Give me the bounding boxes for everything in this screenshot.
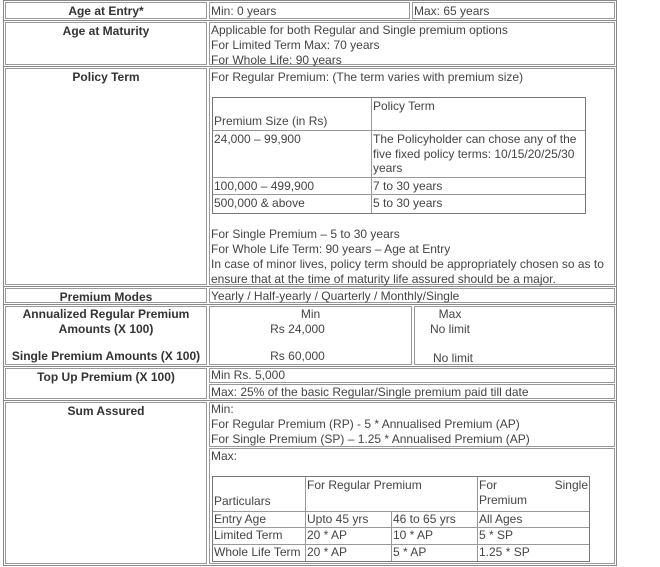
single-cell: 1.25 * SP <box>479 545 530 559</box>
regular-premium-amounts-label: Annualized Regular Premium Amounts (X 100) <box>22 307 190 336</box>
top-up-min: Min Rs. 5,000 <box>211 368 286 382</box>
sum-assured-max-label: Max: <box>211 449 238 463</box>
sum-assured-label: Sum Assured <box>5 402 207 564</box>
regular-premium-min: Rs 24,000 <box>270 322 325 336</box>
policy-term-cell: years <box>373 161 403 175</box>
particulars-header: Particulars <box>214 494 271 508</box>
maturity-line: Applicable for both Regular and Single premium options <box>211 23 508 37</box>
age-entry-min: Min: 0 years <box>211 4 277 18</box>
policy-term-header: Policy Term <box>373 99 435 113</box>
row-premium-amounts <box>3 304 617 367</box>
row-age-at-maturity <box>3 20 617 67</box>
regular-young-cell: Upto 45 yrs <box>307 512 369 526</box>
single-premium-header-right: Single <box>554 478 588 492</box>
premium-size-header: Premium Size (in Rs) <box>214 114 328 128</box>
maturity-line: For Limited Term Max: 70 years <box>211 38 380 52</box>
top-up-premium-label: Top Up Premium (X 100) <box>5 368 207 399</box>
sum-assured-min-line: For Regular Premium (RP) - 5 * Annualised Premium (AP) <box>211 417 520 431</box>
regular-older-cell: 10 * AP <box>393 528 434 542</box>
sum-assured-min-line: Min: <box>211 402 234 416</box>
policy-term-value <box>209 68 615 285</box>
single-premium-header-line2: Premium <box>479 493 528 507</box>
premium-max-header: Max <box>438 307 462 321</box>
regular-older-cell: 46 to 65 yrs <box>393 512 456 526</box>
single-premium-amounts-label: Single Premium Amounts (X 100) <box>11 349 201 363</box>
regular-older-cell: 5 * AP <box>393 545 427 559</box>
row-top-up-premium <box>3 366 617 401</box>
regular-young-cell: 20 * AP <box>307 545 348 559</box>
age-at-maturity-label: Age at Maturity <box>5 22 207 65</box>
top-up-max-cell <box>209 384 615 399</box>
policy-term-label: Policy Term <box>5 68 207 285</box>
age-at-entry-label: Age at Entry* <box>5 2 207 19</box>
row-policy-term <box>3 66 617 287</box>
maturity-line: For Whole Life: 90 years <box>211 53 342 67</box>
premium-modes-value-cell <box>209 288 615 303</box>
policy-term-note: ensure that at the time of maturity life assured should be a major. <box>211 272 556 286</box>
row-premium-modes <box>3 286 617 305</box>
sum-assured-max-cell <box>209 448 615 564</box>
sum-assured-multiplier-table <box>212 476 590 562</box>
top-up-min-cell <box>209 368 615 383</box>
particulars-cell: Entry Age <box>214 512 267 526</box>
policy-term-cell: 7 to 30 years <box>373 179 443 193</box>
sum-assured-min-cell <box>209 402 615 447</box>
single-cell: 5 * SP <box>479 528 514 542</box>
single-premium-max: No limit <box>433 351 474 365</box>
premium-max-cell <box>414 306 615 365</box>
regular-premium-max: No limit <box>430 322 471 336</box>
particulars-cell: Limited Term <box>214 528 283 542</box>
sum-assured-min-line: For Single Premium (SP) – 1.25 * Annualised Premium (AP) <box>211 432 530 446</box>
single-premium-min: Rs 60,000 <box>270 349 325 363</box>
particulars-cell: Whole Life Term <box>214 545 301 559</box>
policy-term-note: In case of minor lives, policy term should be appropriately chosen so as to <box>211 257 604 271</box>
top-up-max: Max: 25% of the basic Regular/Single premium paid till date <box>211 385 529 399</box>
policy-term-cell: five fixed policy terms: 10/15/20/25/30 <box>373 147 575 161</box>
premium-min-cell <box>209 306 412 365</box>
age-at-maturity-value <box>209 22 615 65</box>
policy-term-intro: For Regular Premium: (The term varies with premium size) <box>211 70 524 84</box>
row-age-at-entry <box>3 0 617 21</box>
policy-term-note: For Single Premium – 5 to 30 years <box>211 227 400 241</box>
policy-term-cell: The Policyholder can chose any of the <box>373 132 577 146</box>
premium-amounts-label-cell <box>5 306 207 365</box>
premium-min-header: Min <box>300 307 321 321</box>
policy-term-note: For Whole Life Term: 90 years – Age at Entry <box>211 242 451 256</box>
single-cell: All Ages <box>479 512 523 526</box>
policy-term-cell: 5 to 30 years <box>373 196 443 210</box>
premium-modes-value: Yearly / Half-yearly / Quarterly / Monthly/Single <box>211 289 460 303</box>
row-sum-assured <box>3 400 617 566</box>
premium-modes-label: Premium Modes <box>5 288 207 303</box>
premium-size-cell: 500,000 & above <box>214 196 305 210</box>
age-entry-max: Max: 65 years <box>414 4 490 18</box>
age-entry-min-cell <box>209 2 410 19</box>
regular-premium-header: For Regular Premium <box>307 478 422 492</box>
regular-young-cell: 20 * AP <box>307 528 348 542</box>
age-entry-max-cell <box>412 2 615 19</box>
premium-size-table <box>212 97 586 214</box>
premium-size-cell: 100,000 – 499,900 <box>214 179 315 193</box>
single-premium-header-left: For <box>479 478 497 492</box>
premium-size-cell: 24,000 – 99,900 <box>214 132 301 146</box>
